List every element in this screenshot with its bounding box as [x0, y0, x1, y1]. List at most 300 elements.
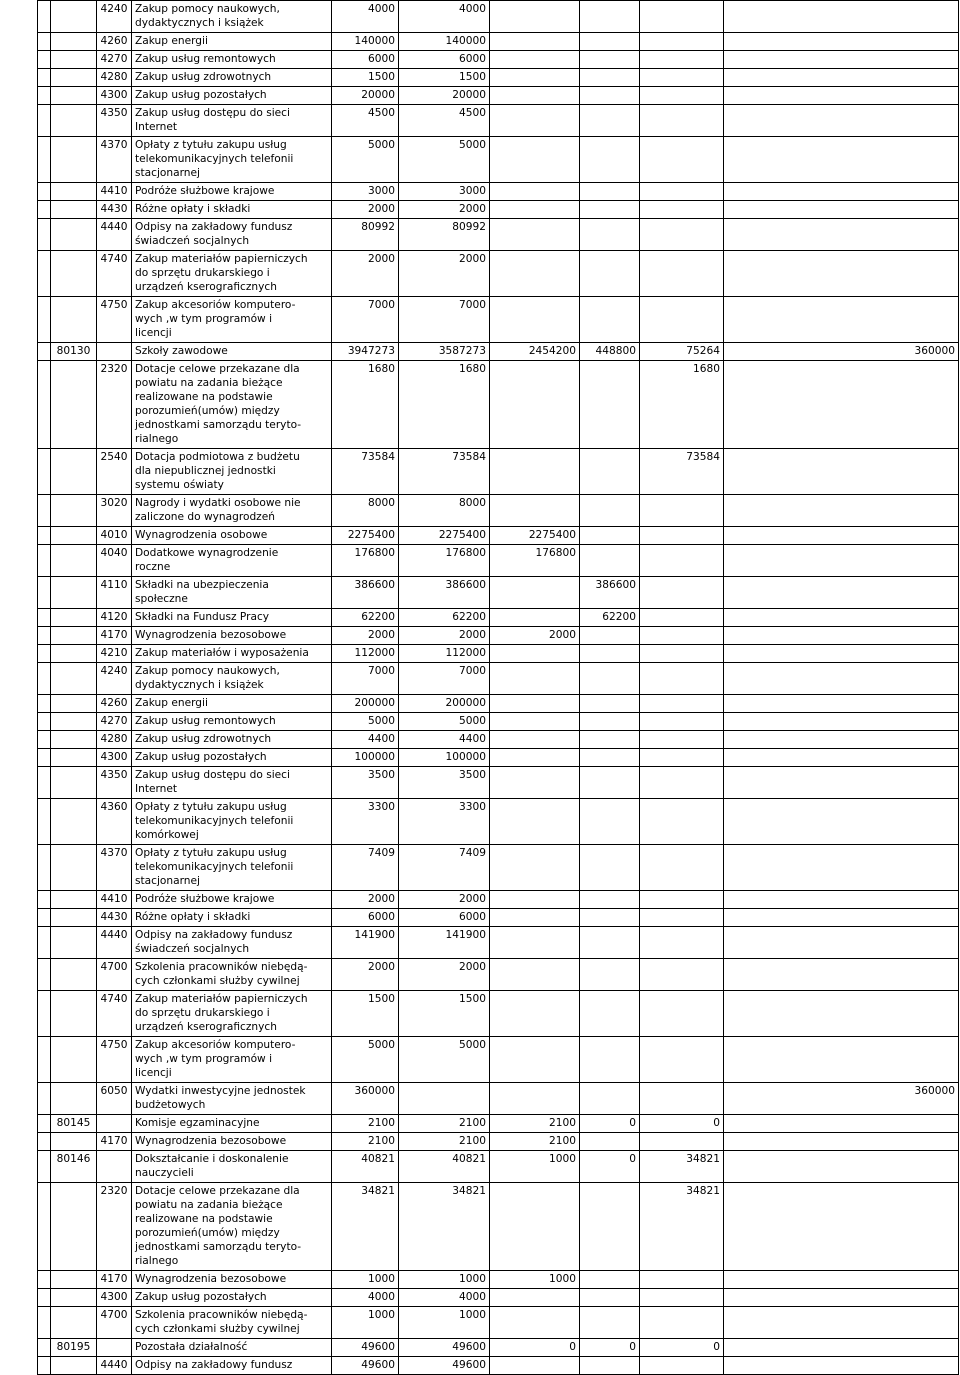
- wydatki-majatkowe-cell: [724, 105, 959, 137]
- plan-cell: 8000: [332, 495, 399, 527]
- plan-cell: 3500: [332, 767, 399, 799]
- wydatki-majatkowe-cell: [724, 137, 959, 183]
- rozdzial-cell: [51, 909, 97, 927]
- dotacje-cell: [640, 767, 724, 799]
- table-row: [38, 219, 959, 251]
- nazwa-cell: Zakup energii: [132, 695, 332, 713]
- dotacje-cell: 1680: [640, 361, 724, 449]
- plan-cell: 49600: [332, 1339, 399, 1357]
- paragraf-cell: 3020: [97, 495, 132, 527]
- table-row: [38, 251, 959, 297]
- dotacje-cell: [640, 645, 724, 663]
- wynagrodzenia-cell: [490, 577, 580, 609]
- nazwa-cell: Zakup pomocy naukowych, dydaktycznych i książek: [132, 663, 332, 695]
- wynagrodzenia-cell: 2100: [490, 1133, 580, 1151]
- nazwa-cell: Dodatkowe wynagrodzenie roczne: [132, 545, 332, 577]
- dotacje-cell: [640, 87, 724, 105]
- dzial-cell: [38, 627, 51, 645]
- rozdzial-cell: [51, 69, 97, 87]
- dotacje-cell: [640, 991, 724, 1037]
- plan-cell: 3947273: [332, 343, 399, 361]
- wydatki-biezace-cell: 4400: [399, 731, 490, 749]
- wydatki-majatkowe-cell: [724, 251, 959, 297]
- wydatki-biezace-cell: 3500: [399, 767, 490, 799]
- wydatki-biezace-cell: 2100: [399, 1133, 490, 1151]
- rozdzial-cell: 80146: [51, 1151, 97, 1183]
- table-row: [38, 449, 959, 495]
- wydatki-biezace-cell: 5000: [399, 713, 490, 731]
- paragraf-cell: 4280: [97, 69, 132, 87]
- plan-cell: 73584: [332, 449, 399, 495]
- wynagrodzenia-cell: [490, 1357, 580, 1375]
- paragraf-cell: 4040: [97, 545, 132, 577]
- wydatki-majatkowe-cell: [724, 69, 959, 87]
- table-row: [38, 845, 959, 891]
- dzial-cell: [38, 1307, 51, 1339]
- skladki-cell: [580, 1289, 640, 1307]
- wydatki-biezace-cell: 49600: [399, 1357, 490, 1375]
- dzial-cell: [38, 731, 51, 749]
- paragraf-cell: [97, 1151, 132, 1183]
- rozdzial-cell: [51, 1183, 97, 1271]
- table-row: [38, 713, 959, 731]
- table-row: [38, 69, 959, 87]
- dzial-cell: [38, 1339, 51, 1357]
- paragraf-cell: 4440: [97, 927, 132, 959]
- dzial-cell: [38, 845, 51, 891]
- rozdzial-cell: [51, 1083, 97, 1115]
- plan-cell: 1000: [332, 1307, 399, 1339]
- wydatki-majatkowe-cell: [724, 695, 959, 713]
- wydatki-biezace-cell: 40821: [399, 1151, 490, 1183]
- skladki-cell: [580, 297, 640, 343]
- dzial-cell: [38, 343, 51, 361]
- dzial-cell: [38, 69, 51, 87]
- table-row: [38, 201, 959, 219]
- rozdzial-cell: [51, 799, 97, 845]
- wydatki-biezace-cell: 73584: [399, 449, 490, 495]
- table-row: [38, 767, 959, 799]
- table-row: [38, 959, 959, 991]
- wydatki-biezace-cell: 100000: [399, 749, 490, 767]
- rozdzial-cell: 80145: [51, 1115, 97, 1133]
- skladki-cell: [580, 69, 640, 87]
- wydatki-majatkowe-cell: [724, 663, 959, 695]
- plan-cell: 2000: [332, 251, 399, 297]
- wydatki-biezace-cell: 80992: [399, 219, 490, 251]
- nazwa-cell: Zakup akcesoriów komputero- wych ,w tym programów i licencji: [132, 297, 332, 343]
- rozdzial-cell: [51, 749, 97, 767]
- wydatki-majatkowe-cell: [724, 959, 959, 991]
- dzial-cell: [38, 1357, 51, 1375]
- paragraf-cell: 4260: [97, 33, 132, 51]
- rozdzial-cell: [51, 87, 97, 105]
- nazwa-cell: Podróże służbowe krajowe: [132, 891, 332, 909]
- dotacje-cell: 75264: [640, 343, 724, 361]
- wynagrodzenia-cell: [490, 749, 580, 767]
- wydatki-majatkowe-cell: [724, 1357, 959, 1375]
- rozdzial-cell: [51, 1133, 97, 1151]
- paragraf-cell: [97, 1339, 132, 1357]
- wynagrodzenia-cell: [490, 69, 580, 87]
- nazwa-cell: Zakup usług dostępu do sieci Internet: [132, 105, 332, 137]
- rozdzial-cell: [51, 577, 97, 609]
- dotacje-cell: [640, 527, 724, 545]
- dotacje-cell: [640, 799, 724, 845]
- rozdzial-cell: [51, 1, 97, 33]
- table-row: [38, 645, 959, 663]
- plan-cell: 2275400: [332, 527, 399, 545]
- table-row: [38, 87, 959, 105]
- wynagrodzenia-cell: [490, 219, 580, 251]
- wynagrodzenia-cell: 2454200: [490, 343, 580, 361]
- wydatki-majatkowe-cell: [724, 845, 959, 891]
- skladki-cell: [580, 959, 640, 991]
- nazwa-cell: Wynagrodzenia bezosobowe: [132, 1271, 332, 1289]
- nazwa-cell: Komisje egzaminacyjne: [132, 1115, 332, 1133]
- table-row: [38, 297, 959, 343]
- nazwa-cell: Zakup usług zdrowotnych: [132, 69, 332, 87]
- rozdzial-cell: [51, 695, 97, 713]
- dzial-cell: [38, 51, 51, 69]
- dotacje-cell: [640, 1133, 724, 1151]
- skladki-cell: [580, 991, 640, 1037]
- skladki-cell: 0: [580, 1151, 640, 1183]
- plan-cell: 3000: [332, 183, 399, 201]
- plan-cell: 2100: [332, 1133, 399, 1151]
- skladki-cell: 448800: [580, 343, 640, 361]
- dotacje-cell: [640, 627, 724, 645]
- plan-cell: 62200: [332, 609, 399, 627]
- plan-cell: 1500: [332, 991, 399, 1037]
- dzial-cell: [38, 201, 51, 219]
- plan-cell: 40821: [332, 1151, 399, 1183]
- dotacje-cell: 73584: [640, 449, 724, 495]
- wynagrodzenia-cell: [490, 891, 580, 909]
- wynagrodzenia-cell: [490, 1037, 580, 1083]
- wydatki-biezace-cell: [399, 1083, 490, 1115]
- nazwa-cell: Dotacje celowe przekazane dla powiatu na zadania bieżące realizowane na podstawie porozumień(umów) między jednostkami samorządu teryto- rialnego: [132, 361, 332, 449]
- paragraf-cell: 4260: [97, 695, 132, 713]
- wynagrodzenia-cell: [490, 799, 580, 845]
- wydatki-majatkowe-cell: [724, 495, 959, 527]
- wynagrodzenia-cell: [490, 201, 580, 219]
- rozdzial-cell: [51, 645, 97, 663]
- dotacje-cell: [640, 1307, 724, 1339]
- skladki-cell: 0: [580, 1339, 640, 1357]
- skladki-cell: [580, 845, 640, 891]
- wydatki-majatkowe-cell: [724, 1339, 959, 1357]
- paragraf-cell: 4750: [97, 297, 132, 343]
- wydatki-biezace-cell: 1500: [399, 69, 490, 87]
- wydatki-biezace-cell: 3000: [399, 183, 490, 201]
- skladki-cell: 0: [580, 1115, 640, 1133]
- dzial-cell: [38, 577, 51, 609]
- plan-cell: 2100: [332, 1115, 399, 1133]
- wynagrodzenia-cell: [490, 1307, 580, 1339]
- wydatki-majatkowe-cell: [724, 991, 959, 1037]
- nazwa-cell: Zakup usług remontowych: [132, 51, 332, 69]
- wynagrodzenia-cell: [490, 361, 580, 449]
- rozdzial-cell: [51, 201, 97, 219]
- wynagrodzenia-cell: [490, 695, 580, 713]
- paragraf-cell: 4430: [97, 909, 132, 927]
- dzial-cell: [38, 251, 51, 297]
- wydatki-majatkowe-cell: [724, 1151, 959, 1183]
- dzial-cell: [38, 991, 51, 1037]
- table-row: [38, 731, 959, 749]
- dotacje-cell: [640, 663, 724, 695]
- plan-cell: 7000: [332, 663, 399, 695]
- rozdzial-cell: [51, 449, 97, 495]
- plan-cell: 2000: [332, 891, 399, 909]
- wydatki-majatkowe-cell: [724, 51, 959, 69]
- paragraf-cell: 4300: [97, 749, 132, 767]
- plan-cell: 200000: [332, 695, 399, 713]
- table-row: [38, 1357, 959, 1375]
- rozdzial-cell: [51, 183, 97, 201]
- wydatki-majatkowe-cell: 360000: [724, 1083, 959, 1115]
- dotacje-cell: [640, 1289, 724, 1307]
- table-row: [38, 33, 959, 51]
- skladki-cell: [580, 219, 640, 251]
- paragraf-cell: 4240: [97, 663, 132, 695]
- paragraf-cell: 4440: [97, 219, 132, 251]
- table-row: [38, 663, 959, 695]
- wydatki-majatkowe-cell: [724, 609, 959, 627]
- dzial-cell: [38, 1289, 51, 1307]
- dzial-cell: [38, 891, 51, 909]
- wynagrodzenia-cell: [490, 845, 580, 891]
- table-row: [38, 609, 959, 627]
- wydatki-biezace-cell: 386600: [399, 577, 490, 609]
- paragraf-cell: 4360: [97, 799, 132, 845]
- nazwa-cell: Szkoły zawodowe: [132, 343, 332, 361]
- wydatki-majatkowe-cell: [724, 577, 959, 609]
- skladki-cell: [580, 695, 640, 713]
- wynagrodzenia-cell: [490, 105, 580, 137]
- wydatki-biezace-cell: 1500: [399, 991, 490, 1037]
- skladki-cell: [580, 1183, 640, 1271]
- dzial-cell: [38, 959, 51, 991]
- dotacje-cell: [640, 731, 724, 749]
- dzial-cell: [38, 545, 51, 577]
- paragraf-cell: 4110: [97, 577, 132, 609]
- wydatki-majatkowe-cell: [724, 909, 959, 927]
- wydatki-majatkowe-cell: [724, 33, 959, 51]
- rozdzial-cell: [51, 959, 97, 991]
- skladki-cell: [580, 1133, 640, 1151]
- paragraf-cell: 4440: [97, 1357, 132, 1375]
- skladki-cell: [580, 137, 640, 183]
- wydatki-biezace-cell: 4000: [399, 1289, 490, 1307]
- wydatki-majatkowe-cell: [724, 1133, 959, 1151]
- nazwa-cell: Dokształcanie i doskonalenie nauczycieli: [132, 1151, 332, 1183]
- wydatki-biezace-cell: 62200: [399, 609, 490, 627]
- skladki-cell: [580, 927, 640, 959]
- wydatki-majatkowe-cell: [724, 87, 959, 105]
- skladki-cell: [580, 545, 640, 577]
- wydatki-majatkowe-cell: [724, 1037, 959, 1083]
- wydatki-majatkowe-cell: [724, 361, 959, 449]
- rozdzial-cell: [51, 731, 97, 749]
- dzial-cell: [38, 609, 51, 627]
- dzial-cell: [38, 105, 51, 137]
- dzial-cell: [38, 645, 51, 663]
- skladki-cell: [580, 891, 640, 909]
- wynagrodzenia-cell: 1000: [490, 1271, 580, 1289]
- dotacje-cell: [640, 33, 724, 51]
- dotacje-cell: [640, 609, 724, 627]
- table-row: [38, 1289, 959, 1307]
- rozdzial-cell: [51, 991, 97, 1037]
- rozdzial-cell: [51, 545, 97, 577]
- dzial-cell: [38, 361, 51, 449]
- nazwa-cell: Odpisy na zakładowy fundusz świadczeń socjalnych: [132, 927, 332, 959]
- wynagrodzenia-cell: [490, 495, 580, 527]
- dotacje-cell: 34821: [640, 1151, 724, 1183]
- wynagrodzenia-cell: 2275400: [490, 527, 580, 545]
- table-row: [38, 1133, 959, 1151]
- rozdzial-cell: [51, 1357, 97, 1375]
- dzial-cell: [38, 1151, 51, 1183]
- wydatki-biezace-cell: 5000: [399, 1037, 490, 1083]
- nazwa-cell: Różne opłaty i składki: [132, 201, 332, 219]
- wydatki-biezace-cell: 112000: [399, 645, 490, 663]
- budget-table: [37, 0, 959, 1375]
- nazwa-cell: Zakup usług pozostałych: [132, 749, 332, 767]
- skladki-cell: [580, 33, 640, 51]
- wydatki-biezace-cell: 1000: [399, 1307, 490, 1339]
- paragraf-cell: 4170: [97, 627, 132, 645]
- plan-cell: 100000: [332, 749, 399, 767]
- rozdzial-cell: [51, 1037, 97, 1083]
- plan-cell: 5000: [332, 137, 399, 183]
- rozdzial-cell: [51, 51, 97, 69]
- skladki-cell: [580, 731, 640, 749]
- rozdzial-cell: [51, 1307, 97, 1339]
- dzial-cell: [38, 1183, 51, 1271]
- paragraf-cell: 4270: [97, 713, 132, 731]
- paragraf-cell: 4010: [97, 527, 132, 545]
- table-row: [38, 695, 959, 713]
- dzial-cell: [38, 183, 51, 201]
- wynagrodzenia-cell: [490, 87, 580, 105]
- dotacje-cell: [640, 183, 724, 201]
- nazwa-cell: Zakup usług dostępu do sieci Internet: [132, 767, 332, 799]
- skladki-cell: [580, 251, 640, 297]
- wynagrodzenia-cell: 1000: [490, 1151, 580, 1183]
- wynagrodzenia-cell: 2000: [490, 627, 580, 645]
- table-row: [38, 927, 959, 959]
- dotacje-cell: 0: [640, 1339, 724, 1357]
- table-row: [38, 1271, 959, 1289]
- wynagrodzenia-cell: [490, 33, 580, 51]
- wydatki-biezace-cell: 6000: [399, 51, 490, 69]
- paragraf-cell: 4300: [97, 1289, 132, 1307]
- rozdzial-cell: [51, 527, 97, 545]
- table-row: [38, 1083, 959, 1115]
- skladki-cell: [580, 361, 640, 449]
- nazwa-cell: Zakup usług zdrowotnych: [132, 731, 332, 749]
- wynagrodzenia-cell: [490, 297, 580, 343]
- rozdzial-cell: 80130: [51, 343, 97, 361]
- table-row: [38, 577, 959, 609]
- wydatki-majatkowe-cell: 360000: [724, 343, 959, 361]
- wynagrodzenia-cell: [490, 1083, 580, 1115]
- skladki-cell: [580, 201, 640, 219]
- dzial-cell: [38, 1083, 51, 1115]
- dotacje-cell: [640, 1037, 724, 1083]
- table-row: [38, 891, 959, 909]
- table-row: [38, 799, 959, 845]
- nazwa-cell: Szkolenia pracowników niebędą- cych członkami służby cywilnej: [132, 959, 332, 991]
- wydatki-majatkowe-cell: [724, 1115, 959, 1133]
- plan-cell: 2000: [332, 627, 399, 645]
- wydatki-biezace-cell: 140000: [399, 33, 490, 51]
- wynagrodzenia-cell: 0: [490, 1339, 580, 1357]
- rozdzial-cell: [51, 713, 97, 731]
- wydatki-majatkowe-cell: [724, 527, 959, 545]
- skladki-cell: [580, 87, 640, 105]
- nazwa-cell: Składki na Fundusz Pracy: [132, 609, 332, 627]
- skladki-cell: [580, 1083, 640, 1115]
- skladki-cell: [580, 183, 640, 201]
- nazwa-cell: Odpisy na zakładowy fundusz świadczeń socjalnych: [132, 219, 332, 251]
- wydatki-majatkowe-cell: [724, 891, 959, 909]
- nazwa-cell: Opłaty z tytułu zakupu usług telekomunikacyjnych telefonii stacjonarnej: [132, 845, 332, 891]
- nazwa-cell: Opłaty z tytułu zakupu usług telekomunikacyjnych telefonii stacjonarnej: [132, 137, 332, 183]
- paragraf-cell: 6050: [97, 1083, 132, 1115]
- paragraf-cell: 4270: [97, 51, 132, 69]
- skladki-cell: [580, 645, 640, 663]
- paragraf-cell: 4240: [97, 1, 132, 33]
- rozdzial-cell: [51, 845, 97, 891]
- dotacje-cell: [640, 959, 724, 991]
- plan-cell: 176800: [332, 545, 399, 577]
- wynagrodzenia-cell: [490, 137, 580, 183]
- skladki-cell: [580, 1307, 640, 1339]
- wydatki-majatkowe-cell: [724, 799, 959, 845]
- table-row: [38, 343, 959, 361]
- table-row: [38, 183, 959, 201]
- plan-cell: 386600: [332, 577, 399, 609]
- wydatki-biezace-cell: 8000: [399, 495, 490, 527]
- paragraf-cell: 4410: [97, 183, 132, 201]
- skladki-cell: [580, 449, 640, 495]
- plan-cell: 140000: [332, 33, 399, 51]
- skladki-cell: 62200: [580, 609, 640, 627]
- wydatki-majatkowe-cell: [724, 545, 959, 577]
- nazwa-cell: Nagrody i wydatki osobowe nie zaliczone do wynagrodzeń: [132, 495, 332, 527]
- wydatki-majatkowe-cell: [724, 927, 959, 959]
- wynagrodzenia-cell: [490, 927, 580, 959]
- skladki-cell: [580, 909, 640, 927]
- plan-cell: 1680: [332, 361, 399, 449]
- dotacje-cell: [640, 891, 724, 909]
- wynagrodzenia-cell: [490, 1289, 580, 1307]
- wydatki-majatkowe-cell: [724, 645, 959, 663]
- dotacje-cell: [640, 713, 724, 731]
- table-row: [38, 545, 959, 577]
- dotacje-cell: [640, 105, 724, 137]
- dotacje-cell: [640, 1357, 724, 1375]
- nazwa-cell: Wynagrodzenia bezosobowe: [132, 1133, 332, 1151]
- table-row: [38, 137, 959, 183]
- paragraf-cell: 4170: [97, 1133, 132, 1151]
- dotacje-cell: 0: [640, 1115, 724, 1133]
- wynagrodzenia-cell: [490, 449, 580, 495]
